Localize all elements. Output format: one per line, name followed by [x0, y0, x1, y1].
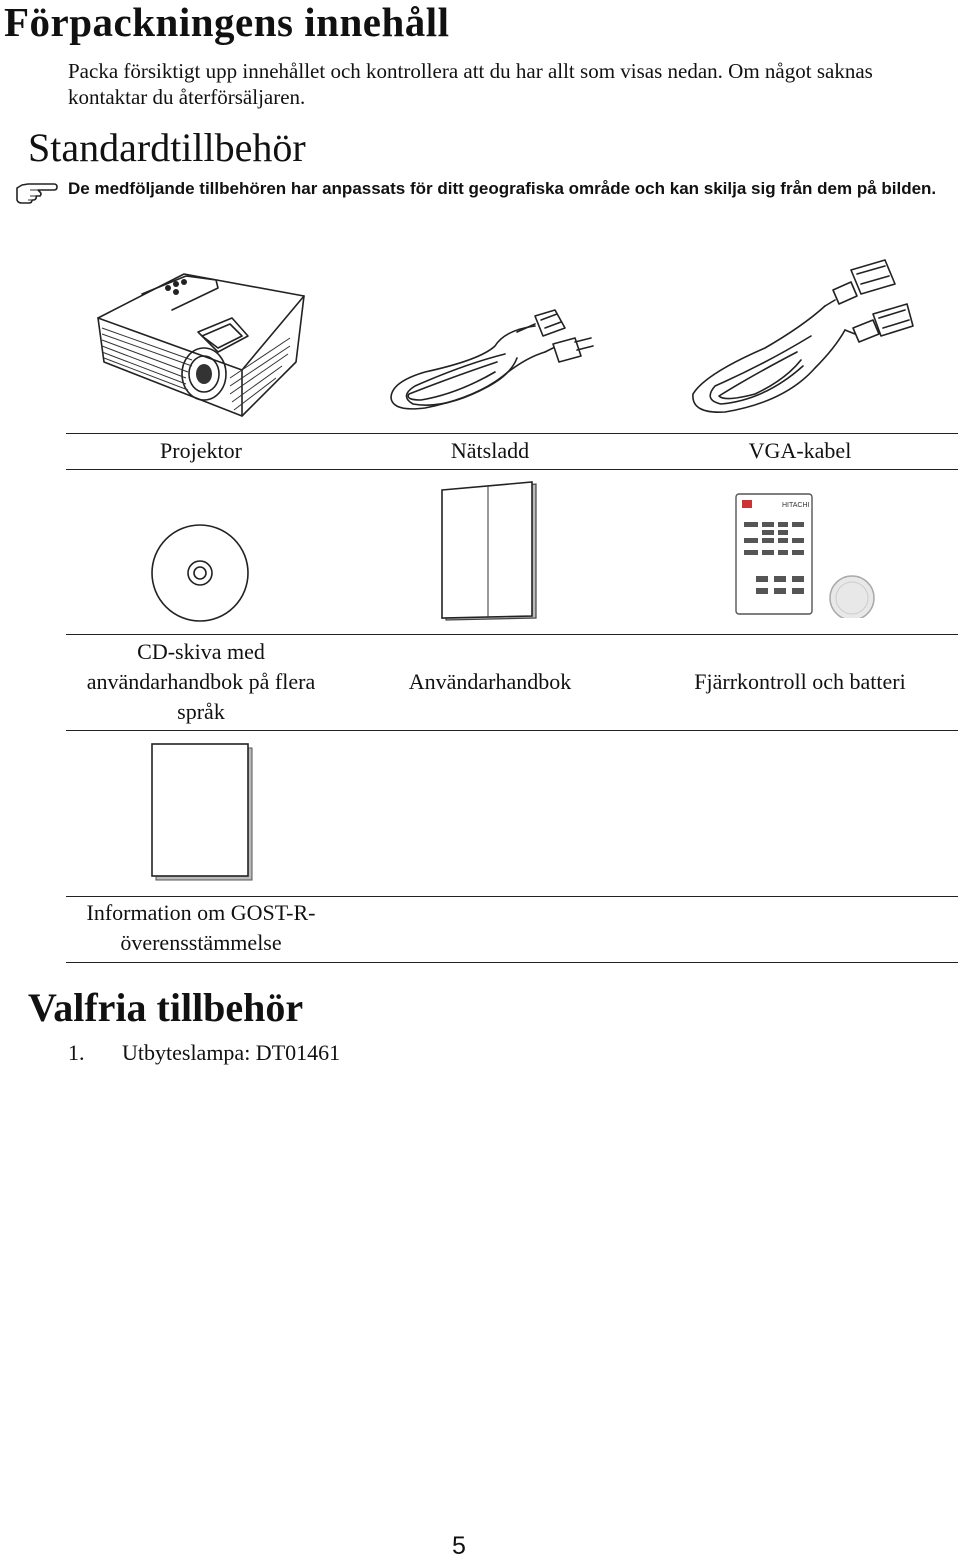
vga-cable-label: VGA-kabel [748, 438, 852, 463]
optional-accessories-heading: Valfria tillbehör [28, 985, 304, 1030]
page-number: 5 [452, 1532, 466, 1560]
accessories-note: De medföljande tillbehören har anpassats för ditt geografiska område och kan skilja sig från dem på bilden. [68, 179, 937, 198]
manual-illustration [436, 478, 542, 624]
table-rule [66, 730, 958, 731]
table-rule [66, 634, 958, 635]
manual-label: Användarhandbok [408, 669, 572, 694]
gost-label [66, 898, 336, 958]
remote-label: Fjärrkontroll och batteri [694, 669, 906, 694]
power-cord-label: Nätsladd [450, 438, 530, 463]
projector-illustration [92, 266, 312, 422]
document-illustration [146, 740, 256, 882]
table-rule [66, 896, 958, 897]
standard-accessories-heading: Standardtillbehör [28, 125, 306, 170]
optional-list-item [68, 1040, 340, 1066]
vga-cable-illustration [685, 256, 915, 420]
power-cord-illustration [385, 300, 600, 418]
intro-paragraph: Packa försiktigt upp innehållet och kontrollera att du har allt som visas nedan. Om något saknas kontaktar du återförsäljaren. [68, 59, 873, 109]
gost-label-line-1: Information om GOST-R- [86, 900, 316, 925]
remote-brand-text: HITACHI [782, 502, 810, 509]
table-rule [66, 433, 958, 434]
cd-label-line-1: CD-skiva med [137, 639, 265, 664]
cd-label-line-3: språk [177, 699, 225, 724]
cd-label [66, 637, 336, 727]
table-rule [66, 469, 958, 470]
table-rule [66, 962, 958, 963]
list-number: 1. [68, 1040, 85, 1065]
page-title: Förpackningens innehåll [4, 0, 450, 45]
pointing-hand-icon [14, 180, 58, 206]
list-text: Utbyteslampa: DT01461 [122, 1040, 341, 1065]
cd-label-line-2: användarhandbok på flera [86, 669, 316, 694]
gost-label-line-2: överensstämmelse [120, 930, 282, 955]
remote-battery-illustration [734, 492, 880, 618]
cd-illustration [150, 522, 250, 624]
projector-label: Projektor [160, 438, 242, 463]
